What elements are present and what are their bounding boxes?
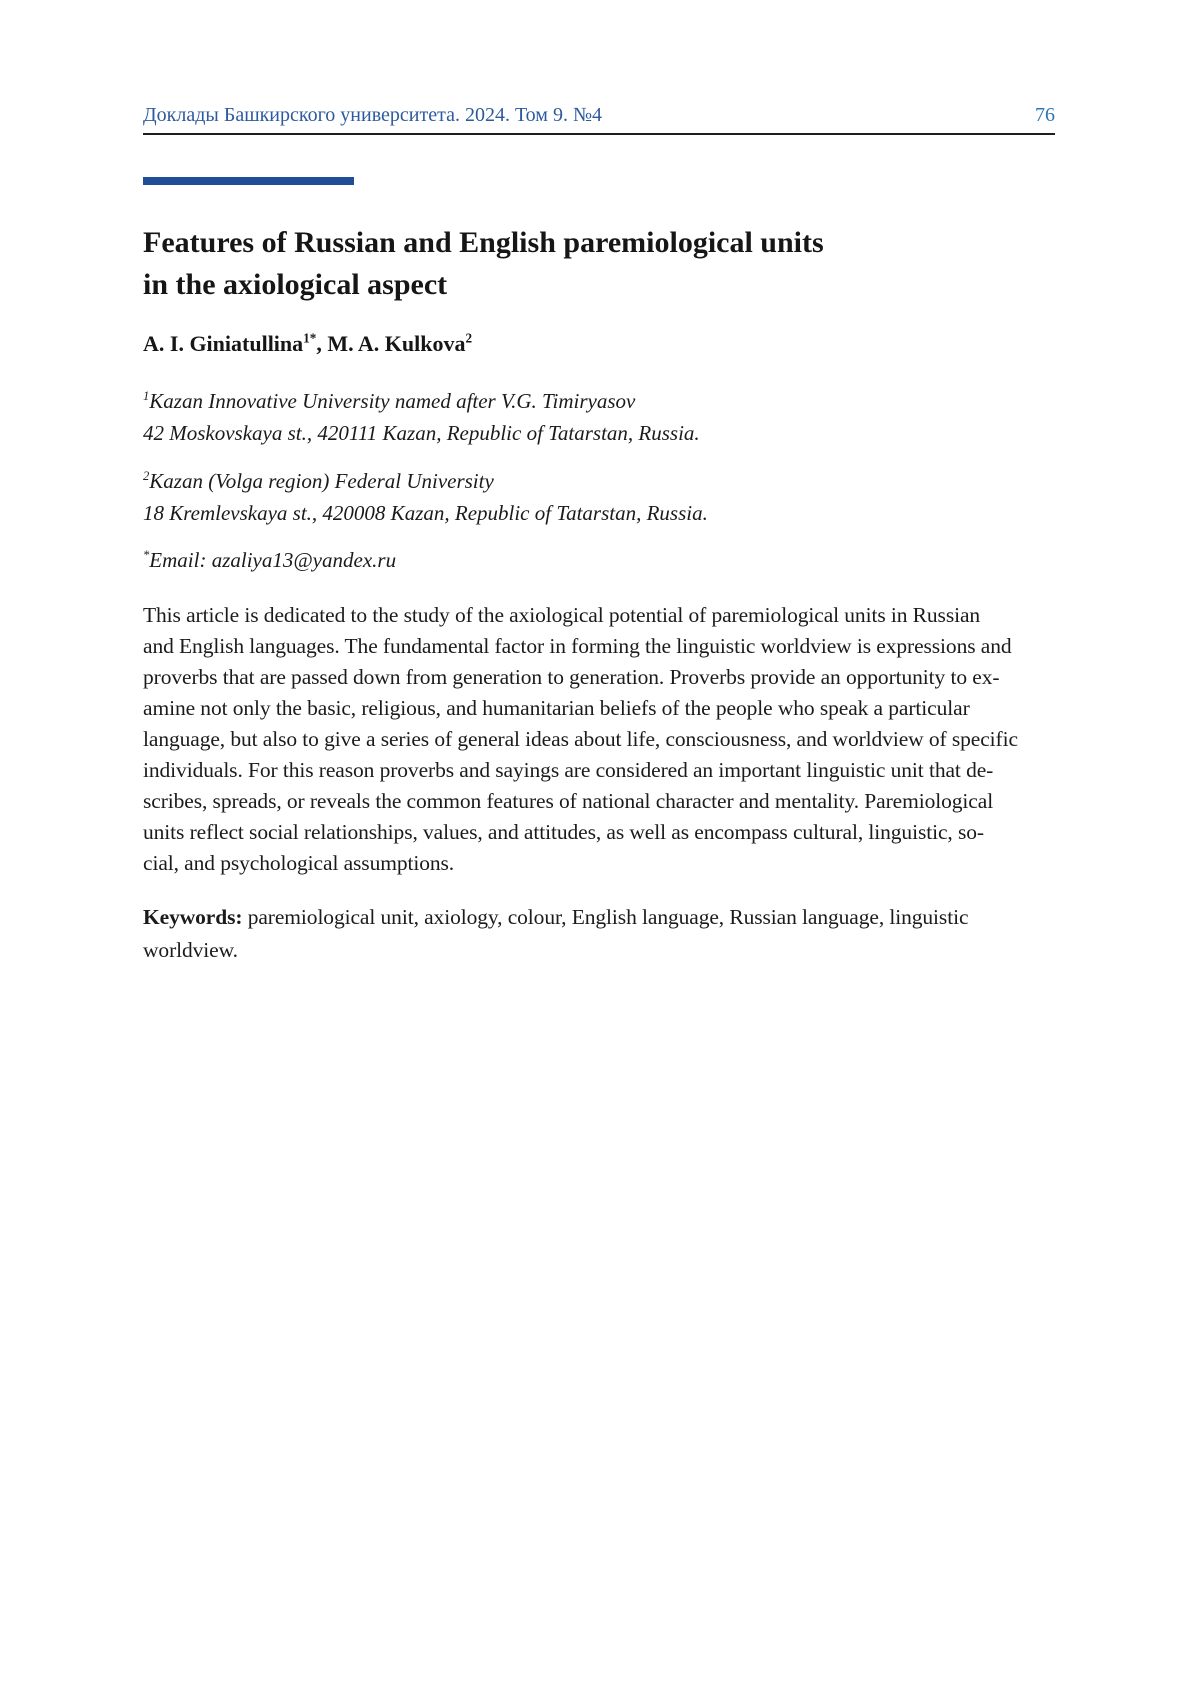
email-line [143, 547, 1055, 573]
keywords-label: Keywords: [143, 905, 243, 929]
authors-separator: , [316, 331, 328, 356]
accent-bar [143, 177, 354, 185]
email-superscript: * [143, 548, 150, 562]
affiliation-2 [143, 465, 1055, 529]
author-2-name: M. A. Kulkova [327, 331, 466, 356]
keywords-text: paremiological unit, axiology, colour, English language, Russian language, linguistic worldview. [143, 905, 969, 962]
authors-line [143, 331, 1055, 357]
page-header [143, 103, 1055, 127]
affiliation-1-superscript: 1 [143, 389, 150, 403]
keywords-line [143, 901, 1055, 967]
affiliation-2-address: 18 Kremlevskaya st., 420008 Kazan, Republic of Tatarstan, Russia. [143, 501, 708, 525]
author-1-name: A. I. Giniatullina [143, 331, 304, 356]
article-title: Features of Russian and English paremiological units in the axiological aspect [143, 226, 824, 301]
affiliation-1 [143, 385, 1055, 449]
journal-reference: Доклады Башкирского университета. 2024. Том 9. №4 [143, 104, 603, 126]
affiliation-2-name: Kazan (Volga region) Federal University [149, 469, 494, 493]
affiliation-1-address: 42 Moskovskaya st., 420111 Kazan, Republic of Tatarstan, Russia. [143, 421, 700, 445]
author-2-superscript: 2 [465, 330, 473, 346]
affiliation-2-superscript: 2 [143, 469, 150, 483]
page-number: 76 [1035, 104, 1055, 126]
author-1-superscript: 1* [303, 330, 317, 346]
affiliations-block [143, 385, 1055, 529]
email-text: Email: azaliya13@yandex.ru [149, 548, 397, 572]
header-rule [143, 133, 1055, 135]
affiliation-1-name: Kazan Innovative University named after V.G. Timiryasov [149, 389, 636, 413]
abstract-text: This article is dedicated to the study of the axiological potential of paremiological units in Russian and English languages. The fundamental factor in forming the linguistic worldview is expressions and proverbs that are passed down from generation to generation. Proverbs provide an opportunity to ex- amine not only the basic, religious, and humanitarian beliefs of the people who speak a particular language, but also to give a series of general ideas about life, consciousness, and worldview of specific individuals. For this reason proverbs and sayings are considered an important linguistic unit that de- scribes, spreads, or reveals the common features of national character and mentality. Paremiological units reflect social relationships, values, and attitudes, as well as encompass cultural, linguistic, so- cial, and psychological assumptions. [143, 603, 1018, 875]
